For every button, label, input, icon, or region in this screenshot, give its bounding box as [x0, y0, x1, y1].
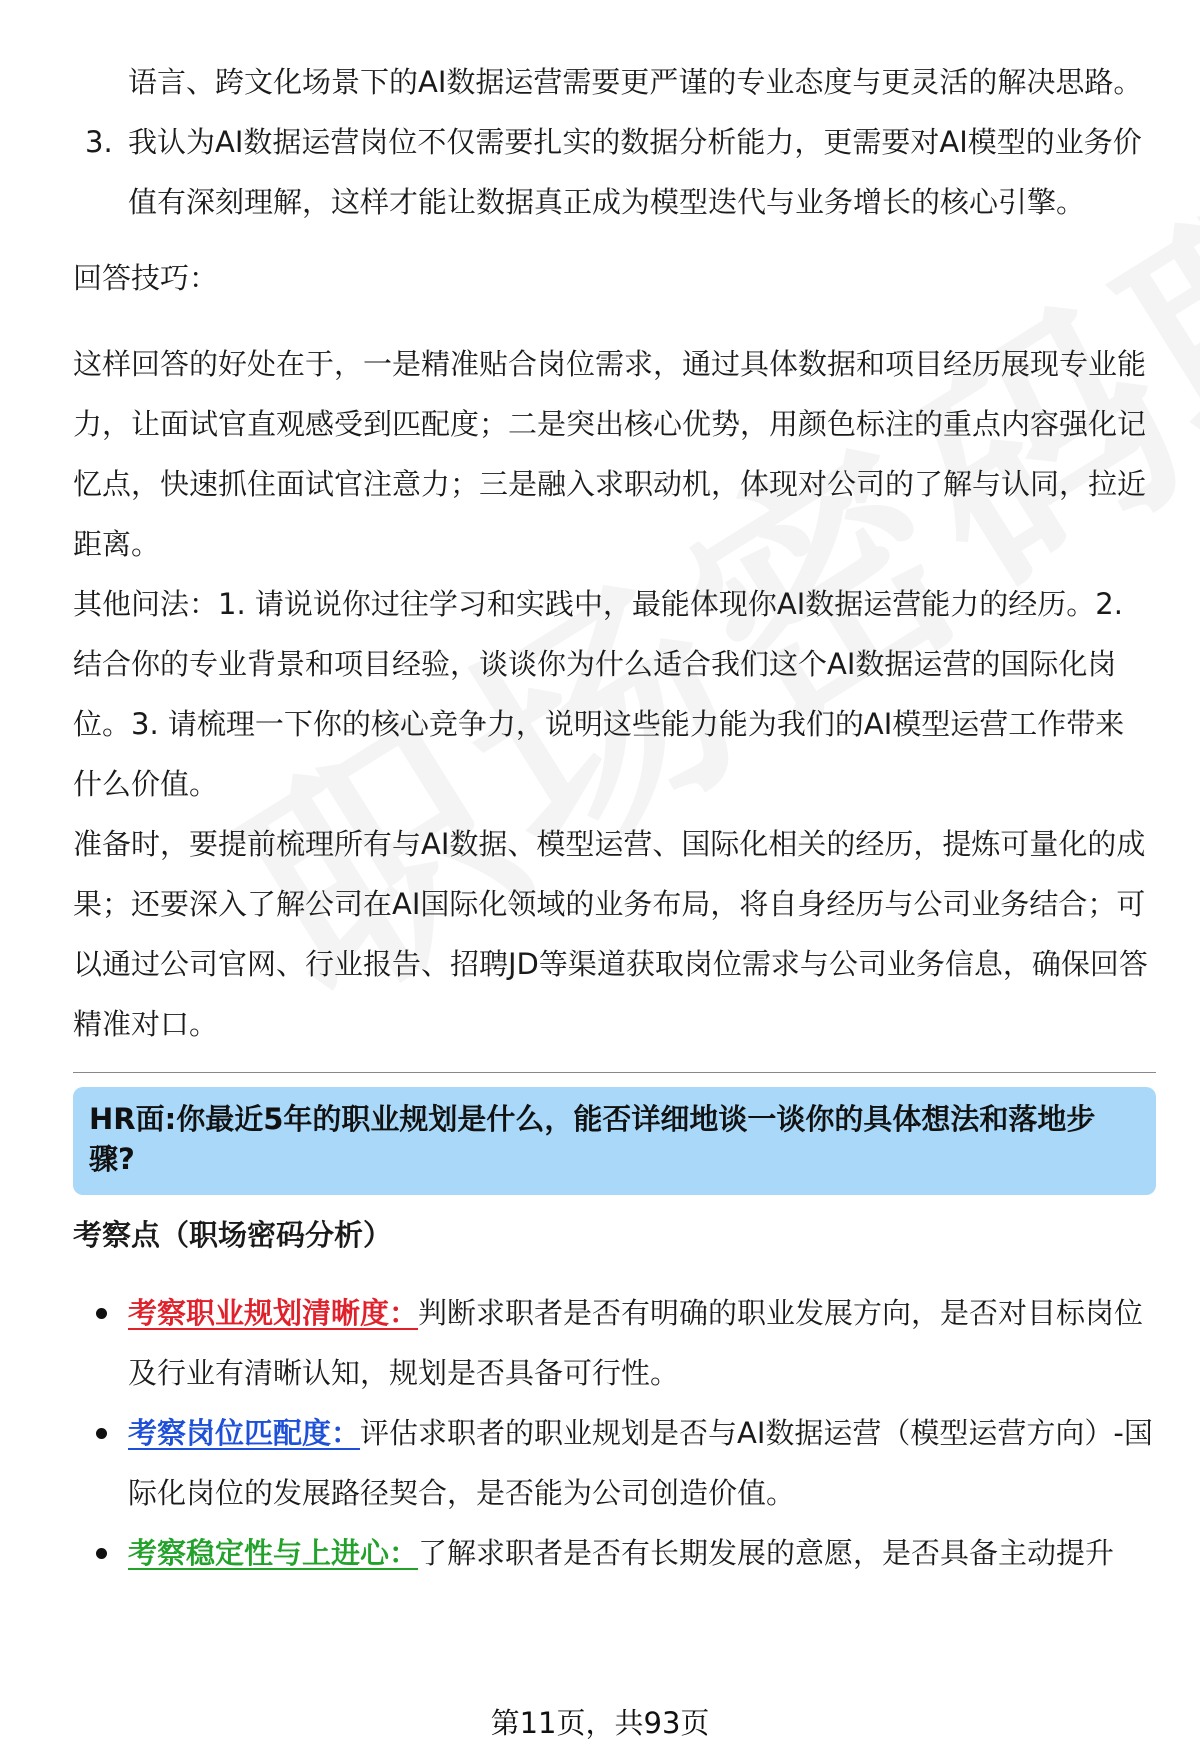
numbered-item-3: [73, 112, 1153, 232]
keyword-job-match: 考察岗位匹配度：: [128, 1416, 361, 1450]
bullet-text: 评估求职者的职业规划是否与AI数据运营（模型运营方向）-国际化岗位的发展路径契合，是否能为公司创造价值。: [128, 1416, 1153, 1510]
keyword-stability: 考察稳定性与上进心：: [128, 1536, 419, 1570]
tips-paragraph-benefits: 这样回答的好处在于，一是精准贴合岗位需求，通过具体数据和项目经历展现专业能力，让面试官直观感受到匹配度；二是突出核心优势，用颜色标注的重点内容强化记忆点，快速抓住面试官注意力；三是融入求职动机，体现对公司的了解与认同，拉近距离。: [73, 347, 1147, 561]
analysis-title: 考察点（职场密码分析）: [73, 1218, 393, 1252]
page-number: 第11页，共93页: [490, 1706, 710, 1740]
bullet-text: 判断求职者是否有明确的职业发展方向，是否对目标岗位及行业有清晰认知，规划是否具备可行性。: [128, 1296, 1144, 1390]
question-callout: [73, 1087, 1156, 1195]
bullet-icon: [96, 1428, 107, 1439]
bullet-text: 了解求职者是否有长期发展的意愿，是否具备主动提升: [418, 1536, 1115, 1570]
list-item: [73, 1523, 1153, 1583]
bullet-icon: [96, 1308, 107, 1319]
analysis-list: [73, 1283, 1153, 1583]
bullet-icon: [96, 1548, 107, 1559]
tips-paragraph-alternatives: 其他问法：1. 请说说你过往学习和实践中，最能体现你AI数据运营能力的经历。2. 结合你的专业背景和项目经验，谈谈你为什么适合我们这个AI数据运营的国际化岗位。3. 请梳理一下你的核心竞争力，说明这些能力能为我们的AI模型运营工作带来什么价值。: [73, 587, 1125, 801]
tips-paragraph-preparation: 准备时，要提前梳理所有与AI数据、模型运营、国际化相关的经历，提炼可量化的成果；还要深入了解公司在AI国际化领域的业务布局，将自身经历与公司业务结合；可以通过公司官网、行业报告、招聘JD等渠道获取岗位需求与公司业务信息，确保回答精准对口。: [73, 827, 1148, 1041]
keyword-career-clarity: 考察职业规划清晰度：: [128, 1296, 419, 1330]
section-divider: [73, 1072, 1156, 1073]
item-text: 我认为AI数据运营岗位不仅需要扎实的数据分析能力，更需要对AI模型的业务价值有深刻理解，这样才能让数据真正成为模型迭代与业务增长的核心引擎。: [128, 125, 1142, 219]
item-number: 3.: [85, 125, 113, 159]
list-item: [73, 1403, 1153, 1523]
continued-paragraph: 语言、跨文化场景下的AI数据运营需要更严谨的专业态度与更灵活的解决思路。: [128, 65, 1143, 99]
question-text: HR面:你最近5年的职业规划是什么，能否详细地谈一谈你的具体想法和落地步骤?: [89, 1102, 1096, 1176]
tips-heading: 回答技巧：: [73, 261, 219, 295]
page-content: [73, 52, 1153, 1583]
list-item: [73, 1283, 1153, 1403]
